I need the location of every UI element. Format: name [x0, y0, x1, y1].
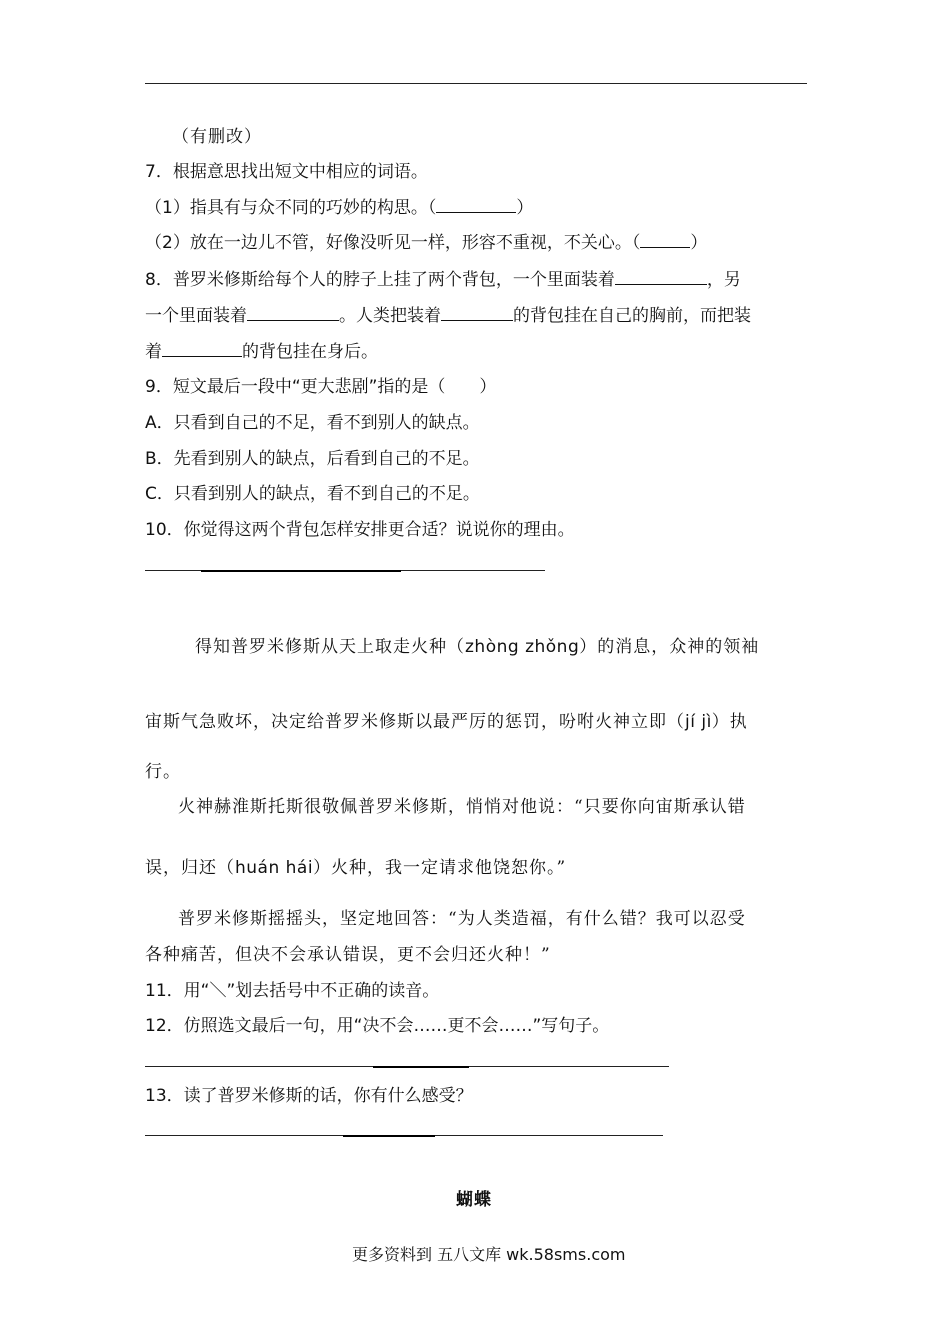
answer-blank[interactable] [441, 304, 513, 321]
passage-text: ）执 [711, 712, 748, 732]
answer-blank[interactable] [162, 340, 242, 357]
question-8-text-f: 着 [145, 342, 162, 362]
passage-paragraph-1-line-2 [145, 711, 748, 733]
question-8-text-b: ，另 [706, 270, 741, 290]
paren-close: ） [516, 198, 534, 218]
next-passage-title: 蝴蝶 [456, 1190, 492, 1210]
question-7-item-2-text: （2）放在一边儿不管，好像没听见一样，形容不重视，不关心。（ [145, 233, 641, 253]
pinyin-option[interactable]: jí jì [685, 712, 712, 732]
passage-text: 宙斯气急败坏，决定给普罗米修斯以最严厉的惩罚，吩咐火神立即（ [145, 712, 685, 732]
passage-paragraph-1-line-1 [195, 636, 759, 658]
answer-line-emphasis [201, 570, 401, 572]
question-8-text-g: 的背包挂在身后。 [242, 342, 378, 362]
answer-line[interactable] [145, 570, 545, 571]
question-8-text-e: 的背包挂在自己的胸前，而把装 [513, 306, 751, 326]
pinyin-option[interactable]: huán hái [235, 858, 314, 878]
option-b[interactable]: B．先看到别人的缺点，后看到自己的不足。 [145, 449, 480, 469]
answer-line-emphasis [343, 1135, 435, 1137]
question-8-text-c: 一个里面装着 [145, 306, 247, 326]
answer-blank[interactable] [615, 268, 707, 285]
question-8-line-1 [145, 268, 741, 291]
question-8-text-a: 8．普罗米修斯给每个人的脖子上挂了两个背包，一个里面装着 [145, 270, 615, 290]
question-7-item-2 [145, 231, 707, 254]
passage-paragraph-1-line-3: 行。 [145, 762, 181, 782]
source-note: （有删改） [172, 127, 262, 147]
answer-blank[interactable] [640, 231, 690, 248]
question-11-stem: 11．用“＼”划去括号中不正确的读音。 [145, 981, 440, 1001]
question-13-stem: 13．读了普罗米修斯的话，你有什么感受？ [145, 1086, 473, 1106]
question-7-item-1 [145, 196, 533, 219]
paren-close: ） [690, 233, 708, 253]
answer-blank[interactable] [436, 196, 516, 213]
passage-text: ）火种，我一定请求他饶恕你。” [313, 858, 567, 878]
question-9-stem: 9．短文最后一段中“更大悲剧”指的是（ ） [145, 377, 497, 397]
question-8-line-2 [145, 304, 751, 327]
question-7-item-1-text: （1）指具有与众不同的巧妙的构思。（ [145, 198, 437, 218]
pinyin-option[interactable]: zhòng zhǒng [465, 637, 580, 657]
question-10-stem: 10．你觉得这两个背包怎样安排更合适？说说你的理由。 [145, 520, 575, 540]
page-footer: 更多资料到 五八文库 wk.58sms.com [352, 1245, 626, 1264]
answer-blank[interactable] [247, 304, 339, 321]
option-c[interactable]: C．只看到别人的缺点，看不到自己的不足。 [145, 484, 480, 504]
question-8-line-3 [145, 340, 378, 363]
passage-text: 得知普罗米修斯从天上取走火种（ [195, 637, 465, 657]
answer-line[interactable] [145, 1135, 663, 1136]
answer-line[interactable] [145, 1066, 669, 1067]
option-a[interactable]: A．只看到自己的不足，看不到别人的缺点。 [145, 413, 480, 433]
answer-line-emphasis [373, 1066, 469, 1068]
question-8-text-d: 。人类把装着 [339, 306, 441, 326]
passage-paragraph-2-line-2 [145, 857, 566, 879]
passage-paragraph-3-line-1: 普罗米修斯摇摇头，坚定地回答：“为人类造福，有什么错？我可以忍受 [178, 909, 746, 929]
header-rule [145, 83, 807, 84]
passage-paragraph-3-line-2: 各种痛苦，但决不会承认错误，更不会归还火种！” [145, 945, 551, 965]
passage-text: ）的消息，众神的领袖 [579, 637, 760, 657]
passage-paragraph-2-line-1: 火神赫淮斯托斯很敬佩普罗米修斯，悄悄对他说：“只要你向宙斯承认错 [178, 797, 746, 817]
passage-text: 误，归还（ [145, 858, 235, 878]
question-7-stem: 7．根据意思找出短文中相应的词语。 [145, 162, 428, 182]
question-12-stem: 12．仿照选文最后一句，用“决不会……更不会……”写句子。 [145, 1016, 610, 1036]
